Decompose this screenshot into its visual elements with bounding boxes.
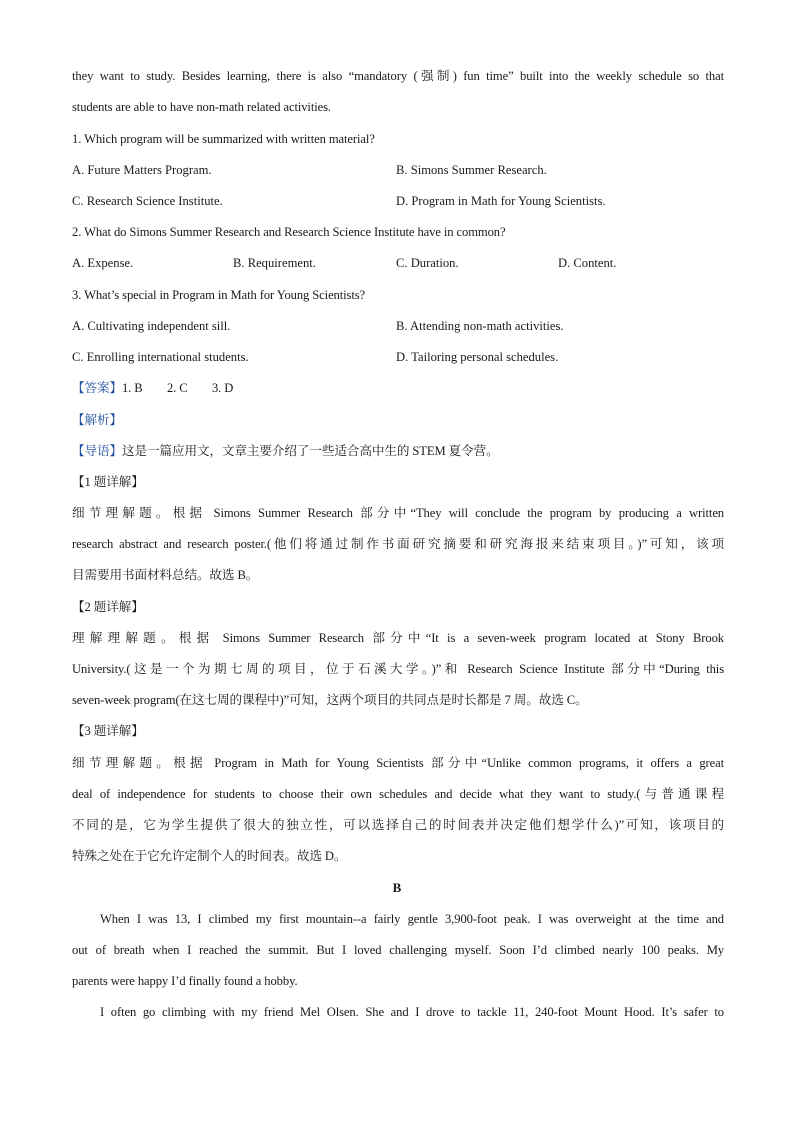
passage-line: parents were happy I’d finally found a hobby.: [72, 974, 298, 988]
answer-text: 1. B 2. C 3. D: [121, 381, 234, 395]
detail-line: deal of independence for students to choose their own schedules and decide what they want to study.(与普通课程: [72, 787, 724, 801]
option-q3-d: D. Tailoring personal schedules.: [396, 350, 559, 364]
guide-line: [72, 443, 724, 459]
option-q1-a: A. Future Matters Program.: [72, 163, 212, 177]
question-3: 3. What’s special in Program in Math for Young Scientists?: [72, 288, 366, 302]
section-heading: B: [392, 880, 402, 895]
answer-label: 【答案】: [72, 381, 122, 395]
passage-line: they want to study. Besides learning, there is also “mandatory (强制) fun time” built into the weekly schedule so that: [72, 69, 724, 83]
option-q3-a: A. Cultivating independent sill.: [72, 319, 231, 333]
passage-line: I often go climbing with my friend Mel Olsen. She and I drove to tackle 11, 240-foot Mount Hood. It’s safer to: [100, 1005, 724, 1019]
detail-3-heading: 【3 题详解】: [72, 724, 144, 738]
detail-line: 细节理解题。根据 Simons Summer Research 部分中“They will conclude the program by producing a written: [72, 506, 724, 520]
passage-line: students are able to have non-math related activities.: [72, 100, 331, 114]
option-q1-c: C. Research Science Institute.: [72, 194, 223, 208]
detail-line: 细节理解题。根据 Program in Math for Young Scientists 部分中“Unlike common programs, it offers a great: [72, 756, 724, 770]
option-q2-c: C. Duration.: [396, 256, 459, 270]
answer-line: [72, 380, 724, 396]
option-q3-b: B. Attending non-math activities.: [396, 319, 564, 333]
detail-2-heading: 【2 题详解】: [72, 600, 144, 614]
detail-line: 特殊之处在于它允许定制个人的时间表。故选 D。: [72, 849, 347, 863]
analysis-label: 【解析】: [72, 413, 122, 427]
detail-line: 理解理解题。根据 Simons Summer Research 部分中“It is a seven-week program located at Stony Brook: [72, 631, 724, 645]
guide-text: 这是一篇应用文，文章主要介绍了一些适合高中生的 STEM 夏令营。: [121, 444, 499, 458]
passage-line: When I was 13, I climbed my first mountain--a fairly gentle 3,900-foot peak. I was overweight at the time and: [100, 912, 724, 926]
detail-line: seven-week program(在这七周的课程中)”可知，这两个项目的共同点是时长都是 7 周。故选 C。: [72, 693, 588, 707]
option-q1-b: B. Simons Summer Research.: [396, 163, 547, 177]
option-q3-c: C. Enrolling international students.: [72, 350, 249, 364]
option-q2-b: B. Requirement.: [233, 256, 316, 270]
option-q2-d: D. Content.: [558, 256, 617, 270]
detail-line: research abstract and research poster.(他们将通过制作书面研究摘要和研究海报来结束项目。)”可知，该项: [72, 537, 724, 551]
question-1: 1. Which program will be summarized with written material?: [72, 132, 375, 146]
option-q1-d: D. Program in Math for Young Scientists.: [396, 194, 606, 208]
question-2: 2. What do Simons Summer Research and Research Science Institute have in common?: [72, 225, 506, 239]
detail-1-heading: 【1 题详解】: [72, 475, 144, 489]
guide-label: 【导语】: [72, 444, 122, 458]
detail-line: University.(这是一个为期七周的项目，位于石溪大学。)”和 Research Science Institute 部分中“During this: [72, 662, 724, 676]
detail-line: 目需要用书面材料总结。故选 B。: [72, 568, 259, 582]
detail-line: 不同的是，它为学生提供了很大的独立性，可以选择自己的时间表并决定他们想学什么)”可知，该项目的: [72, 818, 724, 832]
option-q2-a: A. Expense.: [72, 256, 134, 270]
passage-line: out of breath when I reached the summit. But I loved challenging myself. Soon I’d climbed nearly 100 peaks. My: [72, 943, 724, 957]
